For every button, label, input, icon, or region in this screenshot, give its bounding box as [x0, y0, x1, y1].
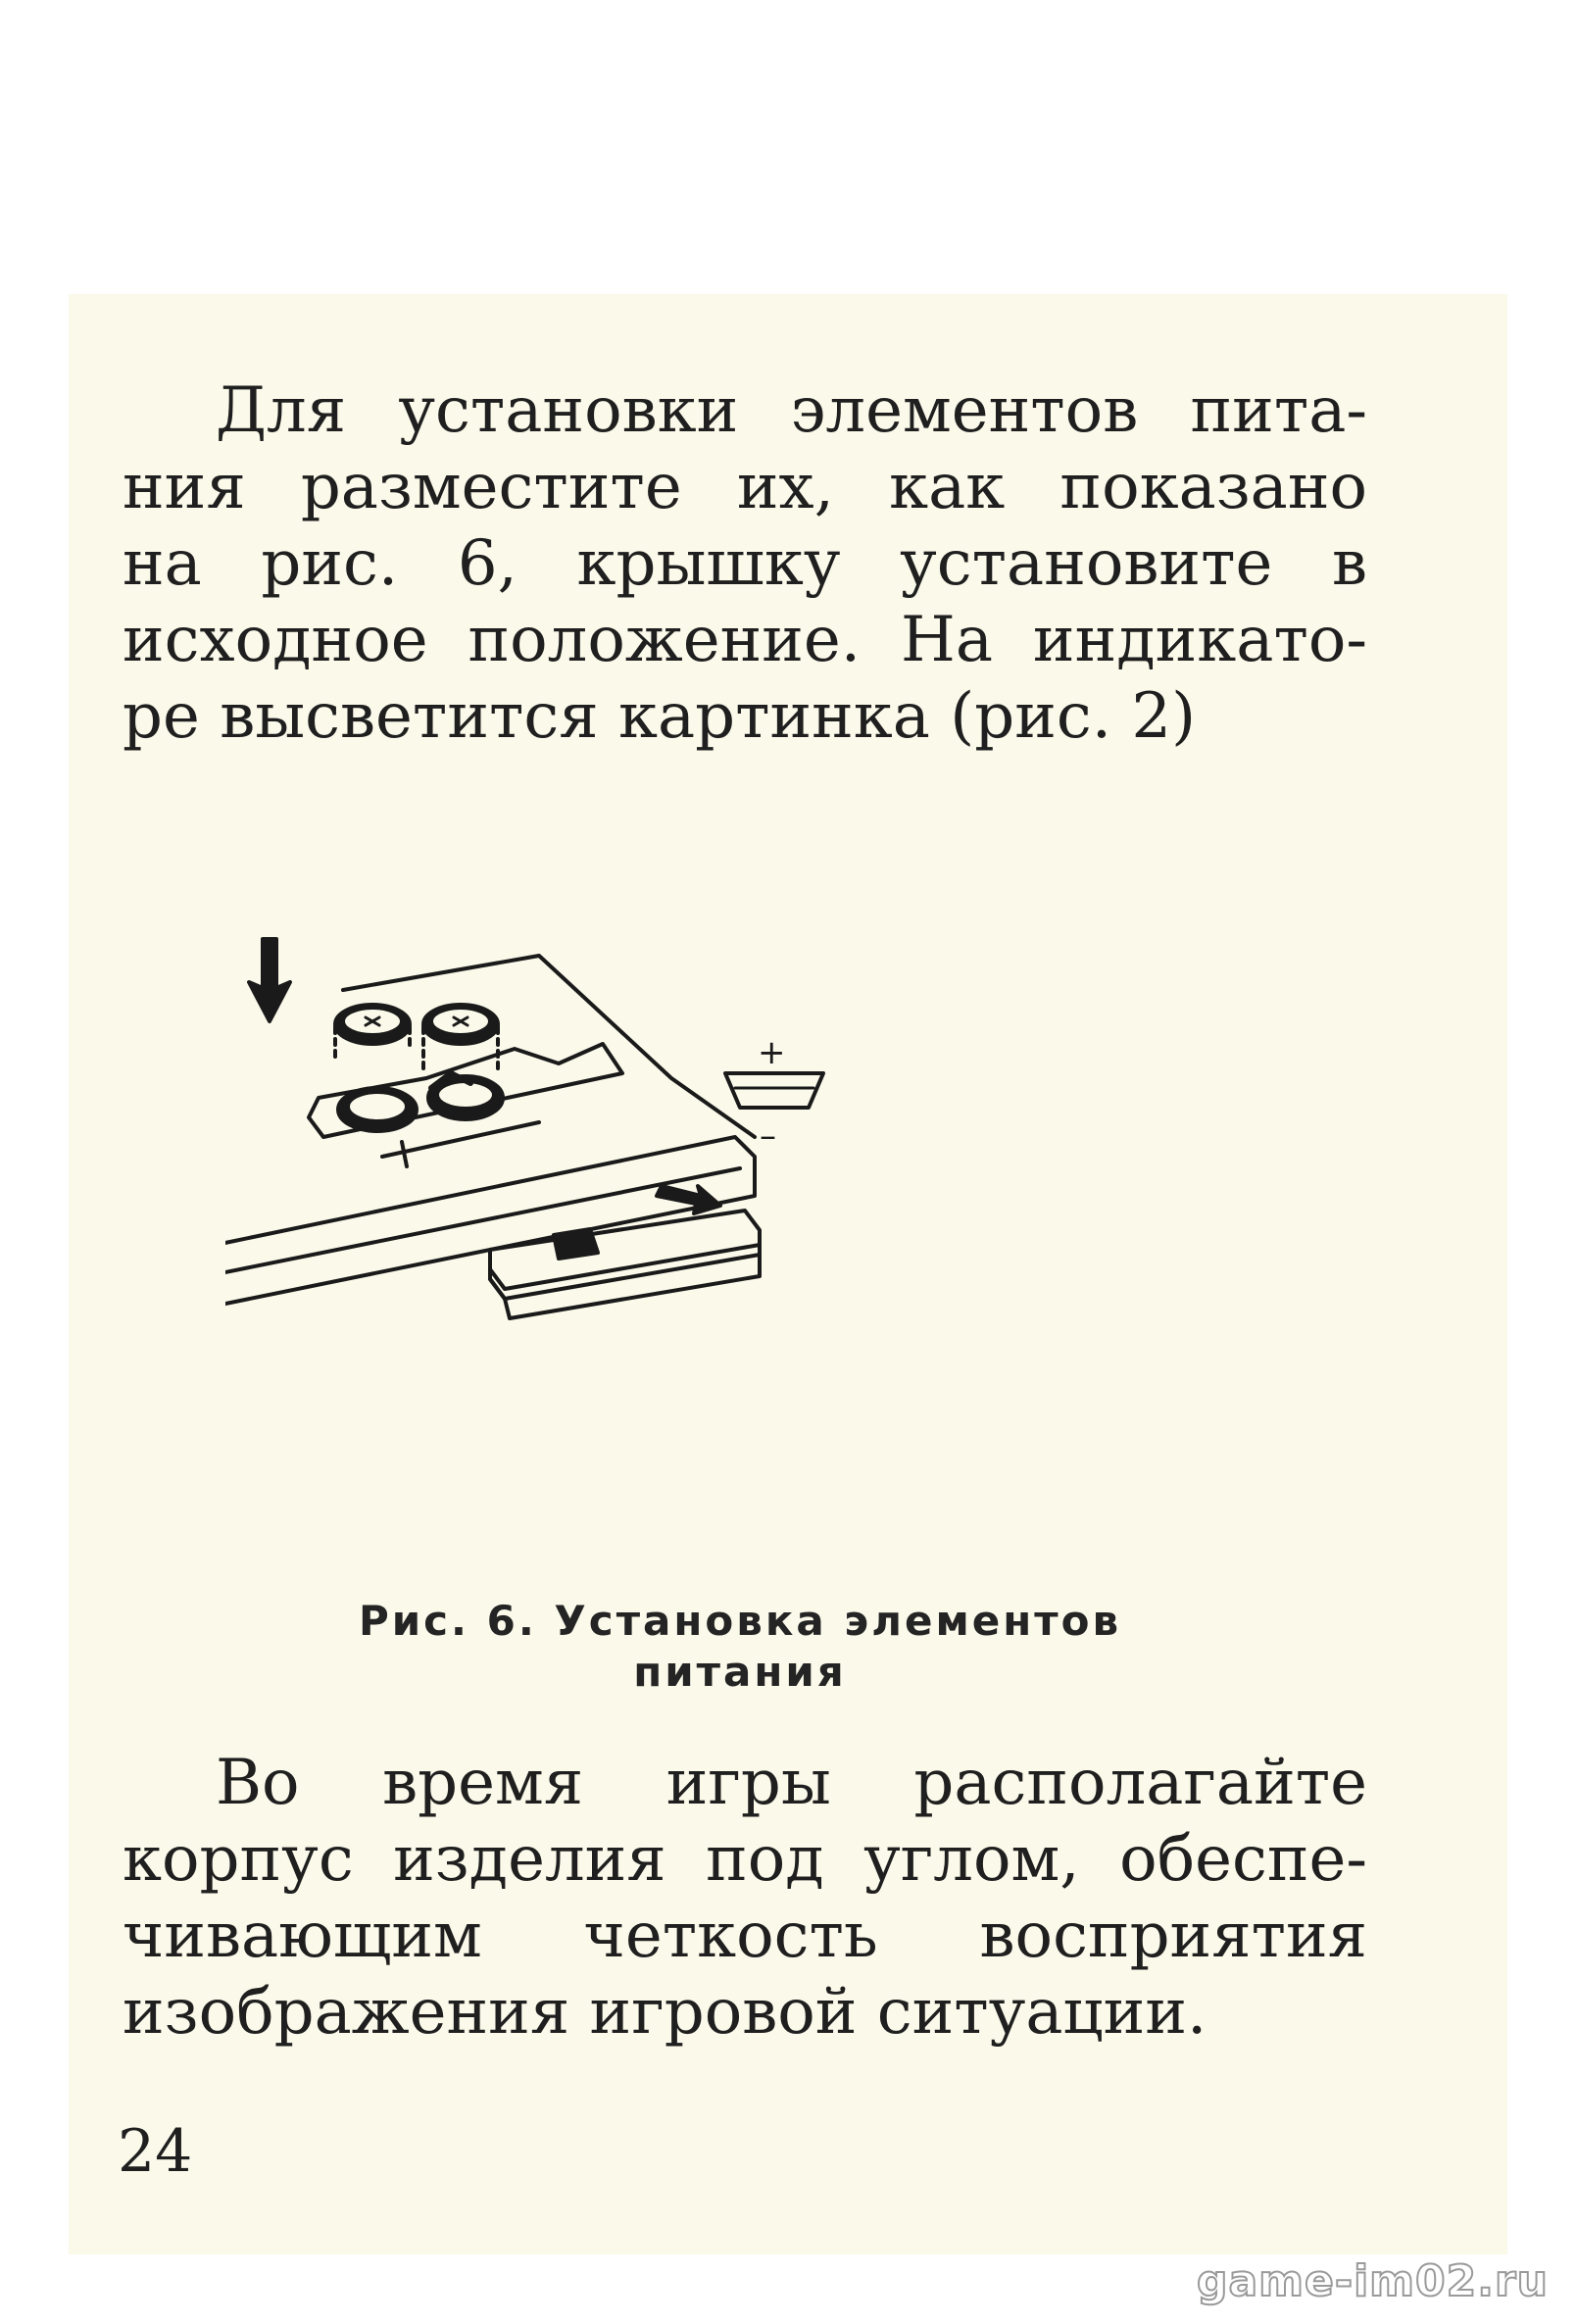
- text-line: Во время игры располагайте: [216, 1747, 1367, 1819]
- paragraph-battery-install: [123, 372, 1367, 755]
- caption-line: Рис. 6. Установка элементов: [358, 1597, 1122, 1645]
- text-line: ния разместите их, как показано: [123, 451, 1367, 523]
- battery-polarity-icon: [725, 1073, 823, 1108]
- battery-cover: [490, 1211, 760, 1318]
- text-line: Для установки элементов пита-: [216, 374, 1367, 447]
- text-line: корпус изделия под углом, обеспе-: [123, 1823, 1367, 1896]
- page-number: 24: [118, 2117, 193, 2186]
- caption-line: питания: [633, 1648, 847, 1696]
- minus-sign: –: [760, 1116, 776, 1156]
- text-line: изображения игровой ситуации.: [123, 1976, 1207, 2049]
- battery-top-left: [335, 1005, 410, 1059]
- paragraph-playing-position: [123, 1745, 1367, 2051]
- plus-sign: +: [758, 1033, 786, 1072]
- text-line: на рис. 6, крышку установите в: [123, 527, 1367, 600]
- arrow-down-icon: [249, 939, 290, 1021]
- text-line: исходное положение. На индикато-: [123, 604, 1367, 676]
- figure-caption: [235, 1596, 1245, 1698]
- battery-installation-illustration: [225, 902, 951, 1392]
- text-line: ре высветится картинка (рис. 2): [123, 680, 1197, 753]
- text-line: чивающим четкость восприятия: [123, 1900, 1367, 1972]
- battery-slot-left: [338, 1088, 417, 1131]
- site-watermark: game-im02.ru: [1196, 2256, 1549, 2306]
